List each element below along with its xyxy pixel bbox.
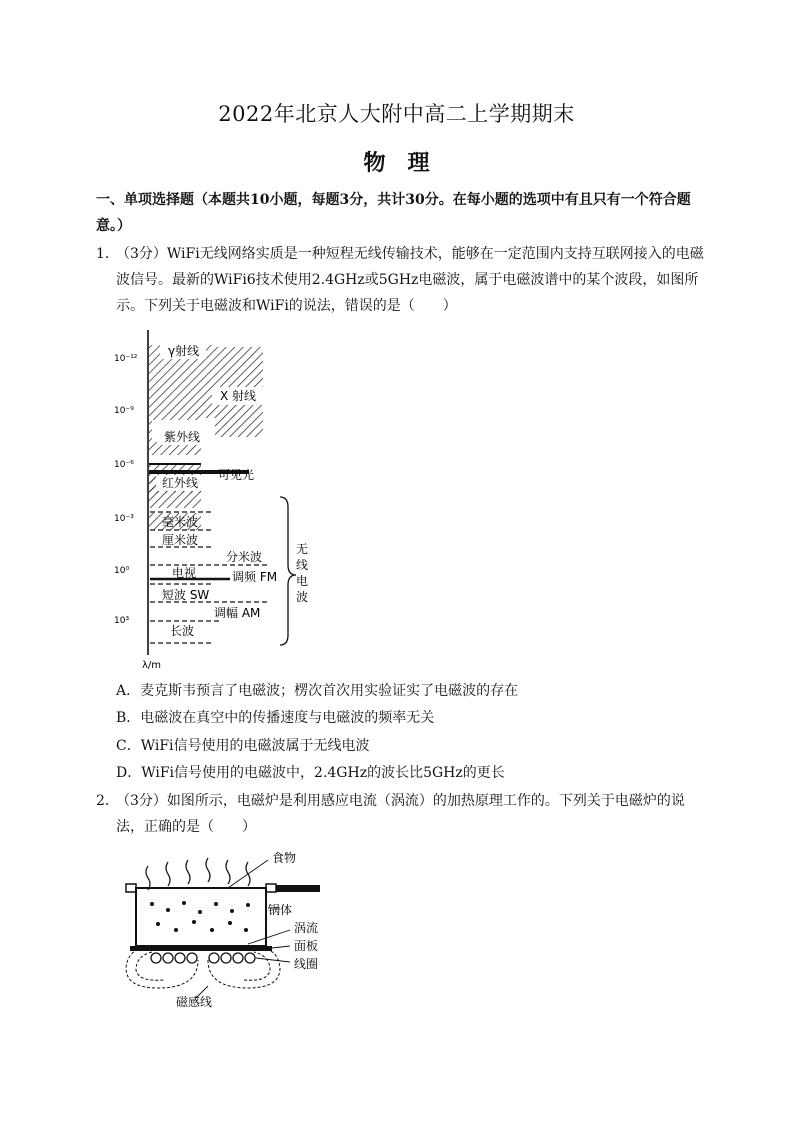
band-label-fm: 调频 FM <box>232 570 278 584</box>
band-label-ir: 红外线 <box>162 476 199 490</box>
question-text: （3分）如图所示，电磁炉是利用感应电流（涡流）的加热原理工作的。下列关于电磁炉的说法，正确的是（ ） <box>116 793 685 835</box>
option-d: D．WiFi信号使用的电磁波中，2.4GHz的波长比5GHz的更长 <box>116 765 505 781</box>
question-1 <box>96 241 708 319</box>
question-number: 2． <box>96 793 119 809</box>
section-heading: 一、单项选择题（本题共10小题，每题3分，共计30分。在每小题的选项中有且只有一个符合题意。） <box>96 192 691 234</box>
label-pot: 锅体 <box>268 903 293 917</box>
radio-label-char: 无 <box>296 542 309 556</box>
band-label-uv: 紫外线 <box>164 430 201 444</box>
label-panel: 面板 <box>294 939 319 953</box>
subject-heading: 物 理 <box>363 150 430 176</box>
band-label-gamma: γ射线 <box>168 344 200 358</box>
band-label-xray: X 射线 <box>220 389 257 403</box>
exam-title: 2022年北京人大附中高二上学期期末 <box>218 102 575 126</box>
label-eddy: 涡流 <box>294 921 319 935</box>
radio-label-char: 电 <box>296 574 309 588</box>
question-text: （3分）WiFi无线网络实质是一种短程无线传输技术，能够在一定范围内支持互联网接入的电磁波信号。最新的WiFi6技术使用2.4GHz或5GHz电磁波，属于电磁波谱中的某个波段，如图所示。下列关于电磁波和WiFi的说法，错误的是（ ） <box>116 246 704 314</box>
tick-label: 10⁻⁶ <box>114 460 134 470</box>
band-label-mm: 毫米波 <box>162 515 199 529</box>
em-spectrum-figure <box>112 325 312 670</box>
tick-label: 10⁻³ <box>114 514 134 524</box>
band-label-tv: 电视 <box>172 566 197 580</box>
tick-label: 10⁻¹² <box>114 354 138 364</box>
band-label-visible: 可见光 <box>218 468 255 482</box>
option-c: C．WiFi信号使用的电磁波属于无线电波 <box>116 738 370 754</box>
radio-label-char: 波 <box>296 590 309 604</box>
band-label-lw: 长波 <box>170 624 195 638</box>
label-coil: 线圈 <box>294 957 319 971</box>
axis-label: λ/m <box>142 660 162 670</box>
induction-cooker-figure <box>118 848 358 1008</box>
option-a: A．麦克斯韦预言了电磁波；楞次首次用实验证实了电磁波的存在 <box>116 683 519 699</box>
tick-label: 10³ <box>114 616 130 626</box>
band-label-sw: 短波 SW <box>162 588 210 602</box>
band-label-cm: 厘米波 <box>162 533 199 547</box>
band-label-dm: 分米波 <box>226 550 263 564</box>
question-2 <box>96 788 708 840</box>
label-field-lines: 磁感线 <box>176 995 213 1008</box>
option-b: B．电磁波在真空中的传播速度与电磁波的频率无关 <box>116 710 435 726</box>
question-number: 1． <box>96 246 119 262</box>
band-label-am: 调幅 AM <box>214 606 261 620</box>
tick-label: 10⁻⁹ <box>114 406 134 416</box>
tick-label: 10⁰ <box>114 566 130 576</box>
radio-label-char: 线 <box>296 558 309 572</box>
label-food: 食物 <box>272 851 297 865</box>
radio-brace <box>280 497 296 645</box>
